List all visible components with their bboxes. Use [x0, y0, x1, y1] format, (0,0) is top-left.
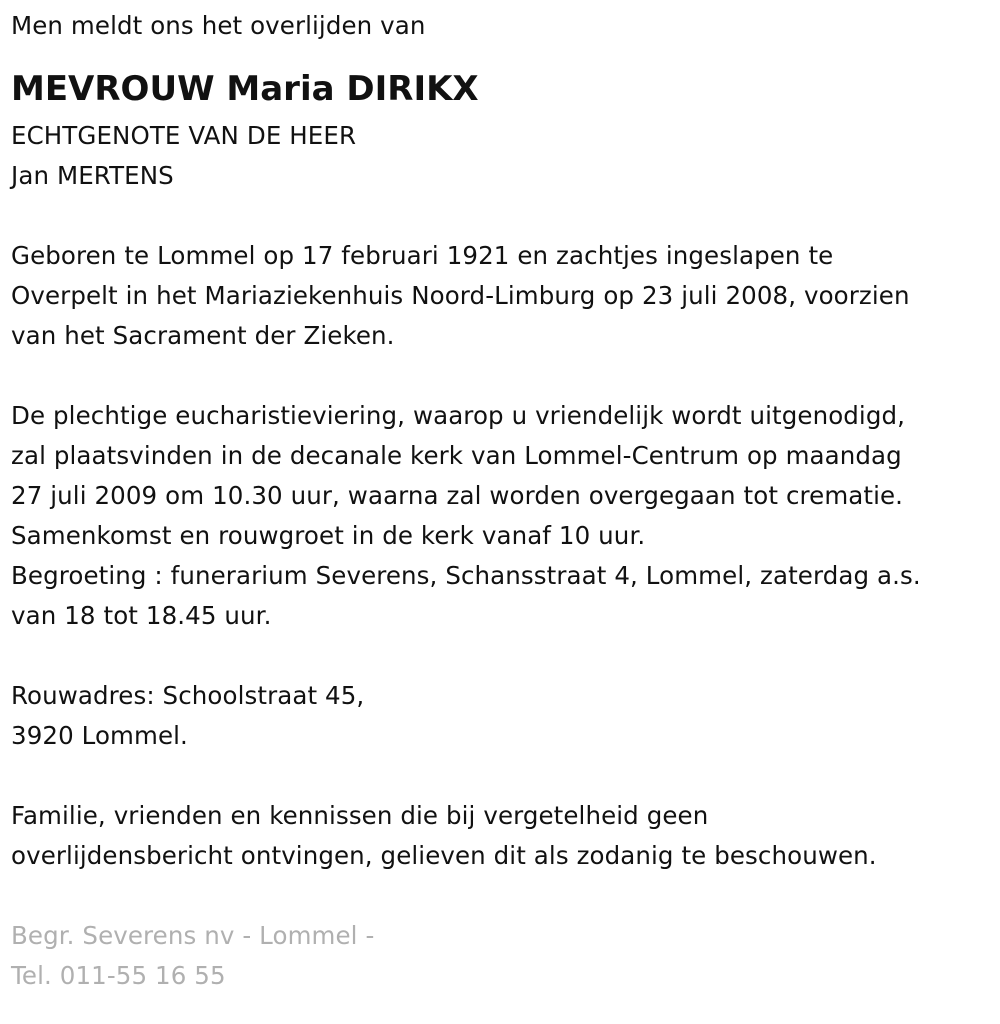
- deceased-name: MEVROUW Maria DIRIKX: [11, 69, 479, 109]
- ceremony-paragraph: [11, 396, 1000, 636]
- spouse-name: Jan MERTENS: [11, 161, 174, 190]
- paragraph-line: Overpelt in het Mariaziekenhuis Noord-Limburg op 23 juli 2008, voorzien: [11, 281, 910, 310]
- paragraph-line: 3920 Lommel.: [11, 721, 188, 750]
- paragraph-line: Begroeting : funerarium Severens, Schansstraat 4, Lommel, zaterdag a.s.: [11, 561, 921, 590]
- intro-text: Men meldt ons het overlijden van: [11, 11, 426, 40]
- relation-text: ECHTGENOTE VAN DE HEER: [11, 121, 357, 150]
- address-paragraph: [11, 676, 1000, 756]
- paragraph-line: Samenkomst en rouwgroet in de kerk vanaf 10 uur.: [11, 521, 646, 550]
- paragraph-line: van het Sacrament der Zieken.: [11, 321, 395, 350]
- footer-line: Tel. 011-55 16 55: [11, 961, 226, 990]
- funeral-home-footer: [11, 916, 1000, 996]
- paragraph-line: 27 juli 2009 om 10.30 uur, waarna zal worden overgegaan tot crematie.: [11, 481, 904, 510]
- paragraph-line: Familie, vrienden en kennissen die bij vergetelheid geen: [11, 801, 709, 830]
- notice-paragraph: [11, 796, 1000, 876]
- paragraph-line: Rouwadres: Schoolstraat 45,: [11, 681, 365, 710]
- footer-line: Begr. Severens nv - Lommel -: [11, 921, 375, 950]
- paragraph-line: zal plaatsvinden in de decanale kerk van Lommel-Centrum op maandag: [11, 441, 902, 470]
- birth-death-paragraph: [11, 236, 1000, 356]
- paragraph-line: van 18 tot 18.45 uur.: [11, 601, 272, 630]
- paragraph-line: overlijdensbericht ontvingen, gelieven dit als zodanig te beschouwen.: [11, 841, 877, 870]
- paragraph-line: De plechtige eucharistieviering, waarop u vriendelijk wordt uitgenodigd,: [11, 401, 906, 430]
- deceased-block: [11, 66, 1000, 196]
- paragraph-line: Geboren te Lommel op 17 februari 1921 en zachtjes ingeslapen te: [11, 241, 834, 270]
